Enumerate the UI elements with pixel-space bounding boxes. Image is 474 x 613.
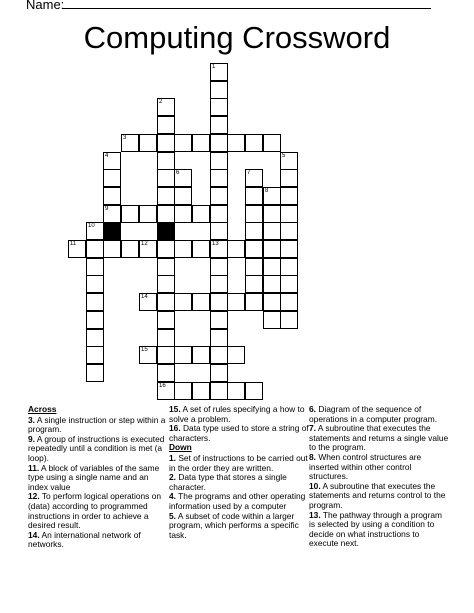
clue-item <box>309 453 449 482</box>
crossword-cell[interactable] <box>174 169 192 187</box>
crossword-cell[interactable] <box>121 205 139 223</box>
crossword-cell[interactable] <box>263 293 281 311</box>
crossword-cell[interactable] <box>157 382 175 400</box>
crossword-cell[interactable] <box>210 205 228 223</box>
crossword-cell[interactable] <box>121 134 139 152</box>
clue-number: 4 <box>105 153 109 159</box>
clue-number: 13 <box>212 241 219 247</box>
crossword-cell[interactable] <box>280 275 298 293</box>
crossword-cell[interactable] <box>157 134 175 152</box>
clue-item-number: 15. <box>169 404 181 414</box>
crossword-cell[interactable] <box>245 382 263 400</box>
down-heading: Down <box>169 442 192 453</box>
crossword-cell[interactable] <box>86 329 104 347</box>
clue-item <box>169 405 309 424</box>
crossword-cell[interactable] <box>263 311 281 329</box>
clue-item-number: 9. <box>28 433 35 444</box>
clue-item-number: 8. <box>309 451 316 462</box>
crossword-cell[interactable] <box>157 169 175 187</box>
clue-item-text: Data type used to store a string of characters. <box>169 423 309 443</box>
clue-number: 11 <box>70 241 77 247</box>
crossword-cell[interactable] <box>263 222 281 240</box>
crossword-cell[interactable] <box>192 293 210 311</box>
crossword-cell[interactable] <box>139 134 157 152</box>
crossword-cell[interactable] <box>103 205 121 223</box>
crossword-cell[interactable] <box>157 364 175 382</box>
clue-item <box>28 464 168 493</box>
clue-item <box>28 531 168 550</box>
crossword-cell[interactable] <box>139 240 157 258</box>
crossword-cell[interactable] <box>263 134 281 152</box>
crossword-cell[interactable] <box>245 169 263 187</box>
crossword-cell[interactable] <box>68 240 86 258</box>
crossword-cell[interactable] <box>86 258 104 276</box>
crossword-cell[interactable] <box>157 205 175 223</box>
clue-item <box>28 416 168 435</box>
clue-number: 2 <box>159 99 163 105</box>
crossword-cell[interactable] <box>210 293 228 311</box>
clue-number: 15 <box>141 347 148 353</box>
crossword-cell[interactable] <box>210 275 228 293</box>
clue-item <box>28 435 168 464</box>
crossword-cell[interactable] <box>227 382 245 400</box>
crossword-cell[interactable] <box>210 222 228 240</box>
crossword-cell[interactable] <box>174 346 192 364</box>
crossword-cell[interactable] <box>227 240 245 258</box>
crossword-cell[interactable] <box>210 311 228 329</box>
clue-item-number: 1. <box>169 452 176 463</box>
clue-item-text: A group of instructions is executed repeatedly until a condition is met (a loop). <box>28 433 165 463</box>
crossword-cell[interactable] <box>157 275 175 293</box>
crossword-cell[interactable] <box>157 98 175 116</box>
crossword-cell[interactable] <box>157 346 175 364</box>
clue-column-3 <box>309 405 449 549</box>
crossword-cell[interactable] <box>280 187 298 205</box>
crossword-cell[interactable] <box>103 240 121 258</box>
crossword-cell[interactable] <box>245 187 263 205</box>
crossword-cell[interactable] <box>210 81 228 99</box>
clue-item-number: 5. <box>169 510 176 521</box>
clue-item <box>169 424 309 443</box>
crossword-cell[interactable] <box>86 222 104 240</box>
crossword-cell[interactable] <box>139 346 157 364</box>
clue-item-text: Set of instructions to be carried out in the order they are written. <box>169 452 308 473</box>
crossword-cell[interactable] <box>157 258 175 276</box>
clue-item-number: 14. <box>28 529 40 540</box>
clue-item-text: A set of rules specifying a how to solve a problem. <box>169 404 305 424</box>
crossword-cell[interactable] <box>86 240 104 258</box>
crossword-cell[interactable] <box>174 205 192 223</box>
clue-item-number: 7. <box>309 423 316 434</box>
crossword-cell[interactable] <box>174 240 192 258</box>
clue-number: 9 <box>105 206 109 212</box>
crossword-cell[interactable] <box>280 169 298 187</box>
crossword-cell[interactable] <box>227 346 245 364</box>
crossword-cell[interactable] <box>210 63 228 81</box>
crossword-cell[interactable] <box>174 187 192 205</box>
clue-item-text: A subroutine that executes the statements and returns control to the program. <box>309 480 446 510</box>
crossword-cell[interactable] <box>157 152 175 170</box>
crossword-cell[interactable] <box>280 205 298 223</box>
crossword-cell[interactable] <box>210 364 228 382</box>
crossword-cell[interactable] <box>263 240 281 258</box>
crossword-cell[interactable] <box>157 116 175 134</box>
clue-item <box>169 454 309 473</box>
crossword-cell[interactable] <box>157 187 175 205</box>
crossword-cell[interactable] <box>227 293 245 311</box>
crossword-cell[interactable] <box>157 240 175 258</box>
clue-column-1 <box>28 405 168 550</box>
clue-item-text: Data type that stores a single character. <box>169 472 287 492</box>
crossword-cell[interactable] <box>263 205 281 223</box>
crossword-cell[interactable] <box>245 240 263 258</box>
crossword-cell[interactable] <box>86 311 104 329</box>
crossword-cell[interactable] <box>245 293 263 311</box>
crossword-cell[interactable] <box>174 134 192 152</box>
clue-item <box>169 512 309 541</box>
page-title: Computing Crossword <box>83 20 391 55</box>
crossword-cell[interactable] <box>86 275 104 293</box>
clue-item-number: 16. <box>169 423 181 434</box>
crossword-cell[interactable] <box>210 152 228 170</box>
crossword-cell[interactable] <box>280 258 298 276</box>
clue-column-2 <box>169 405 309 540</box>
clue-number: 8 <box>265 188 269 194</box>
clue-item-text: The pathway through a program is selected by using a condition to decide on what instructions to execute next. <box>309 509 443 549</box>
crossword-cell[interactable] <box>245 222 263 240</box>
crossword-cell[interactable] <box>280 222 298 240</box>
clue-item <box>169 492 309 511</box>
crossword-cell[interactable] <box>245 258 263 276</box>
crossword-cell[interactable] <box>103 152 121 170</box>
clue-item-number: 12. <box>28 491 40 502</box>
clue-item <box>309 511 449 549</box>
across-heading: Across <box>28 404 57 414</box>
crossword-cell[interactable] <box>210 329 228 347</box>
clue-number: 7 <box>247 170 251 176</box>
crossword-cell[interactable] <box>103 169 121 187</box>
crossword-cell[interactable] <box>192 240 210 258</box>
clue-item-text: An international network of networks. <box>28 529 141 550</box>
clue-item-text: To perform logical operations on (data) according to programmed instructions in order to achieve a desired result. <box>28 491 162 531</box>
crossword-cell[interactable] <box>210 134 228 152</box>
clue-number: 16 <box>159 383 166 389</box>
crossword-cell[interactable] <box>210 116 228 134</box>
clue-number: 12 <box>141 241 148 247</box>
crossword-cell[interactable] <box>210 98 228 116</box>
clue-item <box>309 482 449 511</box>
crossword-cell[interactable] <box>157 329 175 347</box>
crossword-cell[interactable] <box>174 382 192 400</box>
crossword-cell[interactable] <box>192 134 210 152</box>
clue-item-text: The programs and other operating information used by a computer <box>169 491 306 511</box>
clue-item-number: 10. <box>309 480 321 491</box>
crossword-cell[interactable] <box>210 382 228 400</box>
clue-item-number: 11. <box>28 462 40 473</box>
clue-item-number: 6. <box>309 404 316 414</box>
crossword-cell[interactable] <box>280 152 298 170</box>
crossword-cell[interactable] <box>86 293 104 311</box>
crossword-cell[interactable] <box>263 187 281 205</box>
crossword-cell[interactable] <box>245 205 263 223</box>
clue-item-text: When control structures are inserted within other control structures. <box>309 451 422 482</box>
crossword-cell[interactable] <box>280 240 298 258</box>
crossword-cell[interactable] <box>210 240 228 258</box>
crossword-cell[interactable] <box>139 293 157 311</box>
crossword-cell[interactable] <box>121 240 139 258</box>
clue-item-text: A subroutine that executes the statements and returns a single value to the program. <box>309 423 449 453</box>
clue-item-text: A single instruction or step within a program. <box>28 414 166 435</box>
crossword-cell[interactable] <box>210 169 228 187</box>
crossword-cell[interactable] <box>210 346 228 364</box>
clue-item-text: Diagram of the sequence of operations in a computer program. <box>309 404 438 424</box>
crossword-cell[interactable] <box>174 293 192 311</box>
clue-number: 3 <box>123 135 127 141</box>
crossword-cell[interactable] <box>192 382 210 400</box>
crossword-cell[interactable] <box>86 364 104 382</box>
clue-item <box>309 424 449 453</box>
clue-item-text: A block of variables of the same type using a single name and an index value <box>28 462 160 492</box>
crossword-black-cell <box>103 222 121 240</box>
clue-item <box>28 492 168 530</box>
clue-number: 10 <box>88 223 95 229</box>
crossword-cell[interactable] <box>139 205 157 223</box>
clue-item-number: 4. <box>169 491 176 502</box>
crossword-cell[interactable] <box>157 293 175 311</box>
clue-item-number: 3. <box>28 414 35 425</box>
clue-item-number: 13. <box>309 509 321 520</box>
clue-number: 5 <box>282 153 286 159</box>
clue-number: 1 <box>212 64 216 70</box>
crossword-cell[interactable] <box>210 258 228 276</box>
clue-number: 6 <box>176 170 180 176</box>
clue-item-text: A subset of code within a larger program, which performs a specific task. <box>169 510 299 540</box>
clue-item <box>309 405 449 424</box>
crossword-cell[interactable] <box>263 258 281 276</box>
crossword-cell[interactable] <box>280 311 298 329</box>
crossword-cell[interactable] <box>245 275 263 293</box>
crossword-black-cell <box>157 222 175 240</box>
crossword-cell[interactable] <box>280 293 298 311</box>
crossword-cell[interactable] <box>263 275 281 293</box>
crossword-cell[interactable] <box>192 205 210 223</box>
crossword-cell[interactable] <box>103 187 121 205</box>
clue-item-number: 2. <box>169 472 176 483</box>
name-label: Name: <box>26 0 65 12</box>
crossword-cell[interactable] <box>245 134 263 152</box>
crossword-cell[interactable] <box>157 311 175 329</box>
crossword-cell[interactable] <box>86 346 104 364</box>
crossword-cell[interactable] <box>227 134 245 152</box>
crossword-cell[interactable] <box>192 346 210 364</box>
clue-number: 14 <box>141 294 148 300</box>
clue-item <box>169 473 309 492</box>
crossword-cell[interactable] <box>210 187 228 205</box>
